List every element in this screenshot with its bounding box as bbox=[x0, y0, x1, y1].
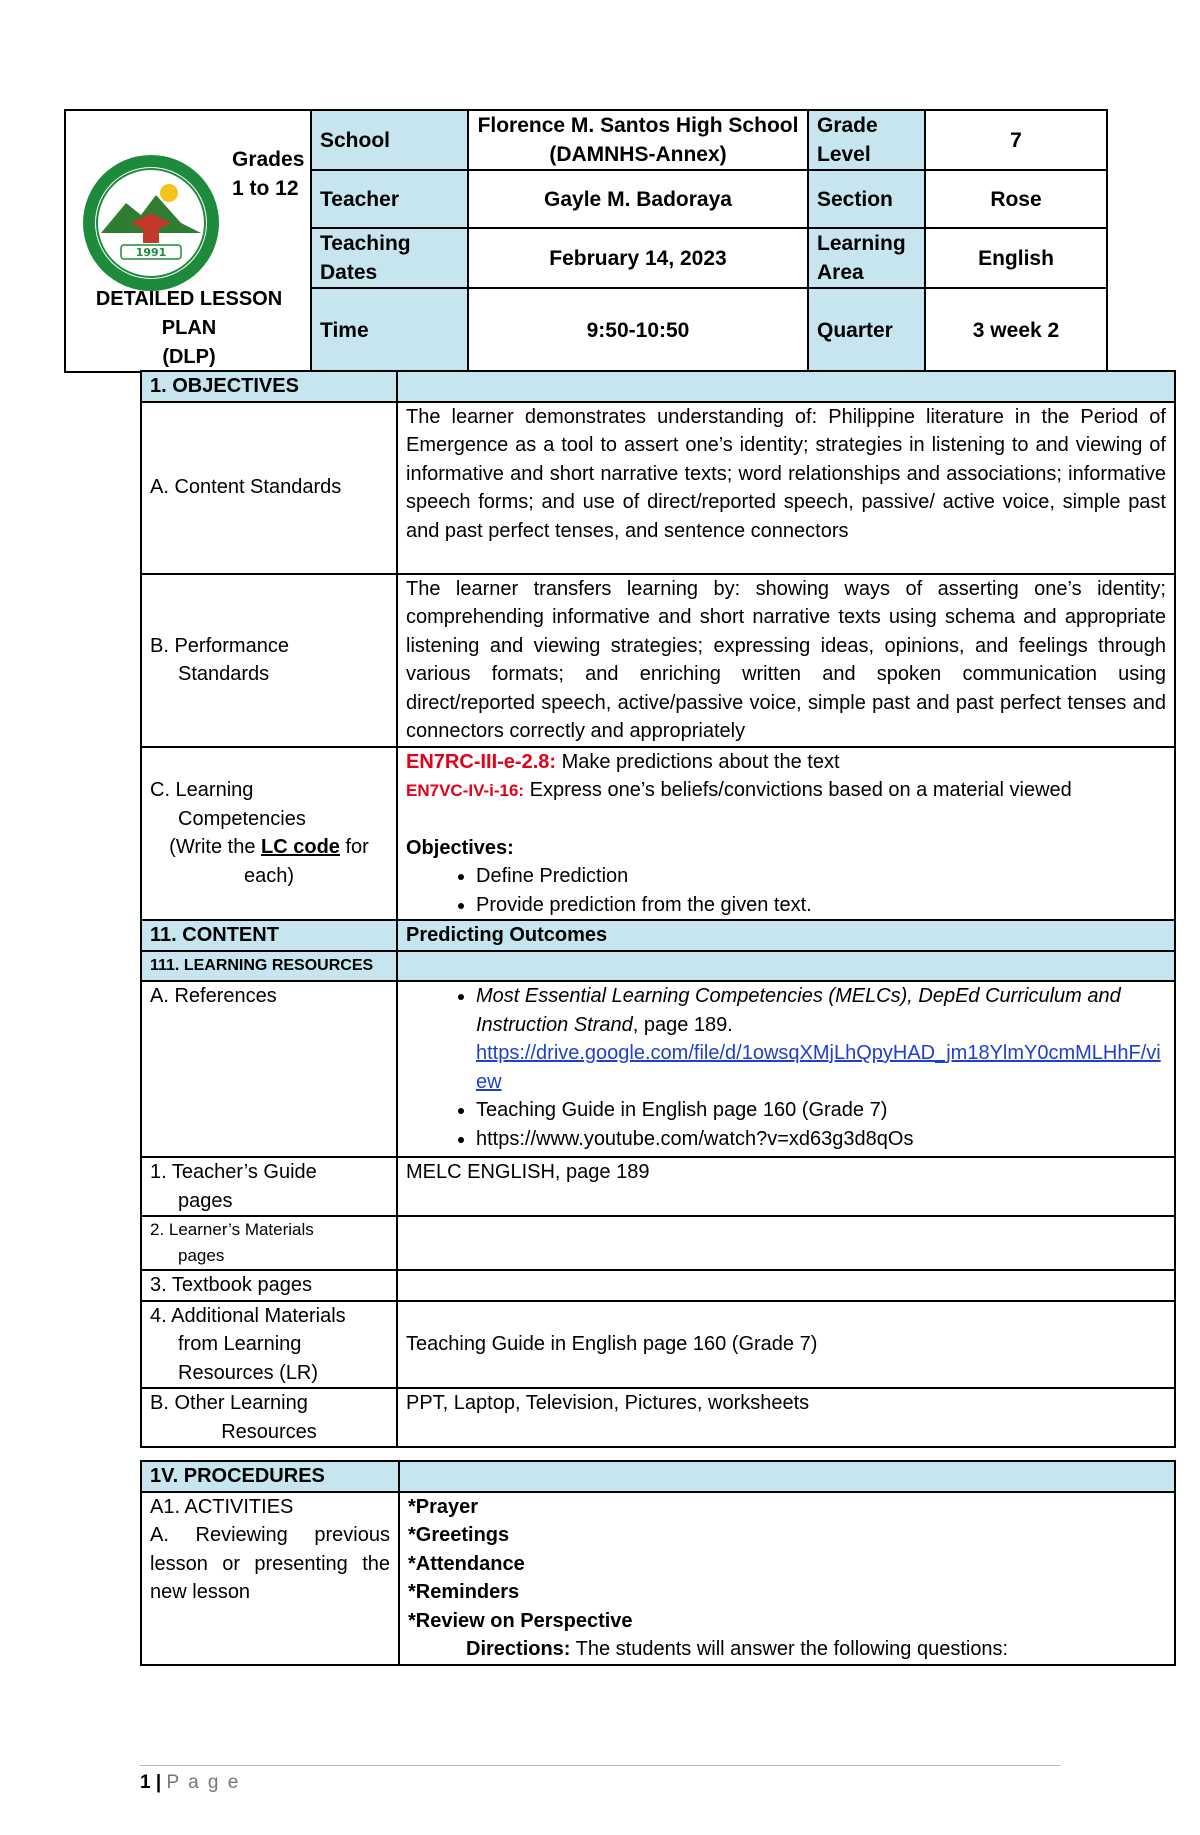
objectives-title: Objectives: bbox=[406, 836, 514, 859]
objectives-heading: 1. OBJECTIVES bbox=[141, 371, 397, 402]
directions-line: Directions: The students will answer the following questions: bbox=[466, 1638, 1009, 1660]
content-standards-label: A. Content Standards bbox=[141, 402, 397, 574]
reference-item: • Most Essential Learning Competencies (MELCs), DepEd Curriculum and Instruction Strand, page 189. https://drive.google.com/file/d/1owsqXMjLhQpyHAD_jm18YlmY0cmMLHhF/view bbox=[476, 982, 1166, 1096]
quarter-label: Quarter bbox=[808, 288, 925, 372]
references-list-cell bbox=[397, 981, 1175, 1157]
activity-item: *Greetings bbox=[408, 1524, 510, 1546]
school-value: Florence M. Santos High School (DAMNHS-Annex) bbox=[468, 110, 808, 170]
teaching-dates-value: February 14, 2023 bbox=[468, 228, 808, 288]
objectives-heading-blank bbox=[397, 371, 1175, 402]
dlp-title: DETAILED LESSON bbox=[95, 288, 283, 310]
reference-item: • https://www.youtube.com/watch?v=xd63g3d8qOs bbox=[476, 1125, 1166, 1154]
seal-year: 1991 bbox=[135, 246, 167, 259]
dlp-main-table bbox=[140, 370, 1176, 1448]
performance-standards-text: The learner transfers learning by: showing ways of asserting one’s identity; comprehending informative and short narrative texts using schema and appropriate listening and viewing strategies; expressing ideas, opinions, and feelings through various formats; and enriching written and spoken communication using direct/reported speech, active/passive voice, simple past and past perfect tenses and connectors correctly and appropriately bbox=[397, 574, 1175, 747]
activities-content bbox=[399, 1492, 1175, 1665]
objective-item: • Provide prediction from the given text. bbox=[476, 891, 1166, 920]
competency-code-2: EN7VC-IV-i-16: bbox=[406, 781, 525, 800]
time-label: Time bbox=[311, 288, 468, 372]
textbook-pages-value bbox=[397, 1270, 1175, 1301]
learning-resources-heading: 111. LEARNING RESOURCES bbox=[141, 951, 397, 982]
learners-materials-label: 2. Learner’s Materials pages bbox=[141, 1216, 397, 1270]
grades-range: 1 to 12 bbox=[232, 177, 299, 200]
learning-area-label: Learning Area bbox=[808, 228, 925, 288]
references-list bbox=[406, 982, 1166, 1153]
performance-standards-label: B. Performance Standards bbox=[141, 574, 397, 747]
school-seal-icon bbox=[81, 153, 221, 293]
section-value: Rose bbox=[925, 170, 1107, 228]
learning-competencies-text: EN7RC-III-e-2.8: Make predictions about the text EN7VC-IV-i-16: Express one’s beliefs/convictions based on a material viewed Objectives: • Define Prediction • Provide prediction from the given text. bbox=[397, 747, 1175, 921]
objective-item: • Define Prediction bbox=[476, 862, 1166, 891]
page-number: 1 bbox=[140, 1772, 151, 1793]
objectives-list bbox=[406, 862, 1166, 919]
teachers-guide-value: MELC ENGLISH, page 189 bbox=[397, 1157, 1175, 1216]
references-label: A. References bbox=[141, 981, 397, 1157]
other-learning-resources-value: PPT, Laptop, Television, Pictures, worksheets bbox=[397, 1388, 1175, 1447]
lc-code-label: LC code bbox=[261, 836, 340, 859]
activities-label: A1. ACTIVITIES bbox=[150, 1495, 294, 1518]
quarter-value: 3 week 2 bbox=[925, 288, 1107, 372]
learning-competencies-label: C. Learning Competencies (Write the LC code for each) bbox=[141, 747, 397, 921]
teachers-guide-label: 1. Teacher’s Guide pages bbox=[141, 1157, 397, 1216]
page-footer: 1 | P a g e bbox=[140, 1772, 241, 1793]
activity-item: *Review on Perspective bbox=[408, 1609, 633, 1632]
page-word: P a g e bbox=[166, 1772, 241, 1793]
review-lesson-label: A. Reviewing previous lesson or presenting the new lesson bbox=[150, 1524, 390, 1603]
additional-materials-value: Teaching Guide in English page 160 (Grade 7) bbox=[397, 1301, 1175, 1389]
footer-divider bbox=[140, 1765, 1060, 1766]
activity-item: *Attendance bbox=[408, 1552, 525, 1575]
activities-label-cell bbox=[141, 1492, 399, 1665]
content-heading: 11. CONTENT bbox=[141, 920, 397, 951]
textbook-pages-label: 3. Textbook pages bbox=[141, 1270, 397, 1301]
other-learning-resources-label: B. Other Learning Resources bbox=[141, 1388, 397, 1447]
section-label: Section bbox=[808, 170, 925, 228]
procedures-table bbox=[140, 1460, 1176, 1666]
header-table bbox=[64, 109, 1108, 373]
content-standards-text: The learner demonstrates understanding of: Philippine literature in the Period of Emergence as a tool to assert one’s identity; strategies in listening to and viewing of informative and short narrative texts; word relationships and associations; informative speech forms; and use of direct/reported speech, passive/ active voice, simple past and past perfect tenses, and sentence connectors bbox=[397, 402, 1175, 574]
school-label: School bbox=[311, 110, 468, 170]
time-value: 9:50-10:50 bbox=[468, 288, 808, 372]
reference-drive-link[interactable]: https://drive.google.com/file/d/1owsqXMjLhQpyHAD_jm18YlmY0cmMLHhF/view bbox=[476, 1042, 1161, 1093]
procedures-heading: 1V. PROCEDURES bbox=[141, 1461, 399, 1492]
grades-label: Grades bbox=[232, 148, 305, 171]
learners-materials-value bbox=[397, 1216, 1175, 1270]
procedures-heading-blank bbox=[399, 1461, 1175, 1492]
teaching-dates-label: Teaching Dates bbox=[311, 228, 468, 288]
teacher-label: Teacher bbox=[311, 170, 468, 228]
grade-level-value: 7 bbox=[925, 110, 1107, 170]
dlp-abbr: (DLP) bbox=[162, 346, 216, 368]
content-value: Predicting Outcomes bbox=[397, 920, 1175, 951]
logo-cell bbox=[65, 110, 311, 372]
learning-area-value: English bbox=[925, 228, 1107, 288]
teacher-value: Gayle M. Badoraya bbox=[468, 170, 808, 228]
activity-item: *Reminders bbox=[408, 1581, 520, 1603]
competency-code-1: EN7RC-III-e-2.8: bbox=[406, 750, 557, 773]
learning-resources-heading-blank bbox=[397, 951, 1175, 982]
dlp-title-2: PLAN bbox=[161, 317, 217, 339]
additional-materials-label: 4. Additional Materials from Learning Resources (LR) bbox=[141, 1301, 397, 1389]
reference-item: • Teaching Guide in English page 160 (Grade 7) bbox=[476, 1096, 1166, 1125]
grade-level-label: Grade Level bbox=[808, 110, 925, 170]
activity-item: *Prayer bbox=[408, 1495, 479, 1518]
